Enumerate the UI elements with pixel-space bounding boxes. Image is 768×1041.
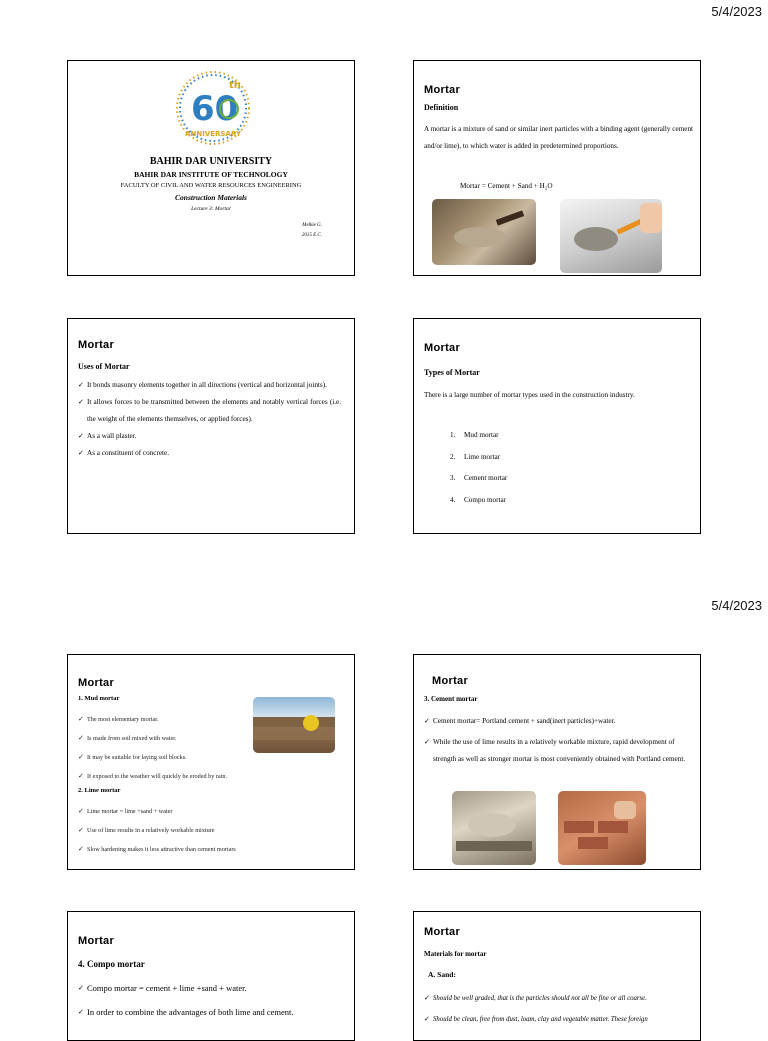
uses-slide	[67, 318, 355, 534]
mud-list	[78, 710, 268, 786]
svg-text:ANNIVERSARY: ANNIVERSARY	[185, 130, 241, 138]
types-slide	[413, 318, 701, 534]
lime-heading: 2. Lime mortar	[78, 787, 121, 794]
list-item: ✓ It allows forces to be transmitted between the elements and notably vertical forces (i.e. the weight of the elements themselves, or applied forces).	[78, 394, 341, 428]
types-list	[450, 425, 507, 511]
list-item: ✓ Cement mortar= Portland cement + sand(inert particles)+water.	[424, 713, 692, 730]
lime-list	[78, 802, 318, 859]
list-item: 4. Compo mortar	[450, 495, 507, 504]
list-item: ✓ Is made from soil mixed with water.	[78, 729, 268, 748]
mud-lime-slide	[67, 654, 355, 870]
svg-text:th: th	[229, 80, 241, 91]
slide-heading: Definition	[424, 103, 459, 112]
uses-list	[78, 377, 341, 462]
list-item: ✓ It may be suitable for laying soil blocks.	[78, 748, 268, 767]
slide-heading: Materials for mortar	[424, 950, 487, 958]
list-item: ✓ As a constituent of concrete.	[78, 445, 341, 462]
author-name: Melkie G.	[302, 223, 322, 228]
title-slide	[67, 60, 355, 276]
mud-brick-photo	[253, 697, 335, 753]
slide-title: Mortar	[78, 935, 115, 947]
sand-subheading: A. Sand:	[428, 970, 456, 979]
course-name: Construction Materials	[175, 193, 247, 202]
slide-heading: Uses of Mortar	[78, 362, 130, 371]
slide-title: Mortar	[424, 342, 461, 354]
list-item: ✓ It bonds masonry elements together in all directions (vertical and horizontal joints).	[78, 377, 341, 394]
list-item: 1. Mud mortar	[450, 431, 499, 439]
list-item: ✓ While the use of lime results in a relatively workable mixture, rapid development of strength as well as stronger mortar is most conveniently obtained with Portland cement.	[424, 734, 692, 768]
list-item: ✓ Lime mortar = lime +sand + water	[78, 802, 318, 821]
list-item: ✓ In order to combine the advantages of both lime and cement.	[78, 1000, 348, 1024]
slide-title: Mortar	[78, 677, 115, 689]
list-item: ✓ As a wall plaster.	[78, 428, 341, 445]
faculty-name: FACULTY OF CIVIL AND WATER RESOURCES ENGINEERING	[120, 182, 302, 189]
mortar-photo-1	[432, 199, 536, 265]
compo-list	[78, 976, 348, 1024]
slide-title: Mortar	[78, 339, 115, 351]
types-intro: There is a large number of mortar types used in the construction industry.	[424, 391, 635, 399]
slide-heading: 3. Cement mortar	[424, 695, 478, 703]
materials-slide	[413, 911, 701, 1041]
cement-list	[424, 713, 692, 768]
list-item: ✓ Slow hardening makes it less attractive than cement mortars	[78, 840, 318, 859]
list-item: ✓ Should be well graded, that is the particles should not all be fine or all coarse.	[424, 988, 696, 1009]
cement-photo-2	[558, 791, 646, 865]
svg-text:60: 60	[191, 89, 239, 129]
list-item: ✓ Compo mortar = cement + lime +sand + water.	[78, 976, 348, 1000]
definition-text: A mortar is a mixture of sand or similar inert particles with a binding agent (generally cement and/or lime), to which water is added in predetermined proportions.	[424, 125, 694, 150]
list-item: 3. Cement mortar	[450, 474, 508, 482]
cement-photo-1	[452, 791, 536, 865]
university-name: BAHIR DAR UNIVERSITY	[149, 156, 273, 167]
slide-heading: Types of Mortar	[424, 368, 480, 377]
page-date: 5/4/2023	[711, 4, 762, 19]
slide-heading: 4. Compo mortar	[78, 959, 145, 969]
slide-title: Mortar	[424, 926, 461, 938]
list-item: ✓ Should be clean, free from dust, loam, clay and vegetable matter. These foreign	[424, 1009, 696, 1030]
mud-heading: 1. Mud mortar	[78, 695, 120, 702]
compo-slide	[67, 911, 355, 1041]
institute-name: BAHIR DAR INSTITUTE OF TECHNOLOGY	[134, 170, 288, 179]
lecture-title: Lecture 3: Mortar	[191, 206, 231, 212]
definition-slide	[413, 60, 701, 276]
list-item: ✓ The most elementary mortar.	[78, 710, 268, 729]
mortar-photo-2	[560, 199, 662, 273]
year: 2015 E.C.	[301, 233, 322, 238]
cement-slide	[413, 654, 701, 870]
slide-title: Mortar	[424, 84, 461, 96]
list-item: ✓ Use of lime results in a relatively workable mixture	[78, 821, 318, 840]
mortar-formula: Mortar = Cement + Sand + H₂O	[460, 182, 553, 190]
list-item: ✓ If exposed to the weather will quickly be eroded by rain.	[78, 767, 268, 786]
anniversary-logo	[165, 68, 261, 148]
slide-title: Mortar	[432, 675, 469, 687]
list-item: 2. Lime mortar	[450, 452, 501, 461]
page-date: 5/4/2023	[711, 598, 762, 613]
